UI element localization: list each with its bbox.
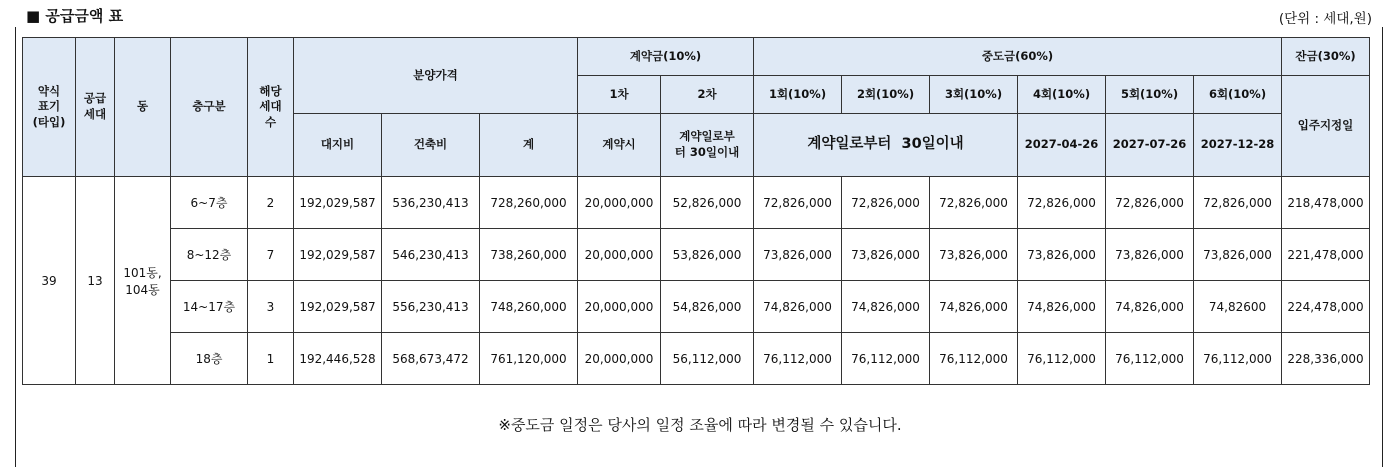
middle-6-cell: 74,82600 [1194,281,1282,333]
total-cell: 748,260,000 [480,281,578,333]
middle-1-cell: 76,112,000 [754,333,842,385]
contract-2-cell: 54,826,000 [661,281,754,333]
contract-1-cell: 20,000,000 [578,281,661,333]
type-cell: 39 [23,177,76,385]
header-contract-2: 2차 [661,76,754,114]
middle-1-cell: 72,826,000 [754,177,842,229]
table-row [23,177,1370,229]
unit-count-cell: 3 [248,281,294,333]
header-supply-units: 공급 세대 [76,38,115,177]
middle-1-cell: 74,826,000 [754,281,842,333]
header-middle-3: 3회(10%) [930,76,1018,114]
header-middle-4-when: 2027-04-26 [1018,114,1106,177]
middle-2-cell: 73,826,000 [842,229,930,281]
contract-1-cell: 20,000,000 [578,229,661,281]
total-cell: 738,260,000 [480,229,578,281]
floor-cell: 8~12층 [171,229,248,281]
supply-units-cell: 13 [76,177,115,385]
contract-1-cell: 20,000,000 [578,333,661,385]
header-middle-1: 1회(10%) [754,76,842,114]
middle-2-cell: 72,826,000 [842,177,930,229]
header-floor: 층구분 [171,38,248,177]
middle-5-cell: 74,826,000 [1106,281,1194,333]
middle-3-cell: 72,826,000 [930,177,1018,229]
header-building-cost: 건축비 [382,114,480,177]
total-cell: 728,260,000 [480,177,578,229]
total-cell: 761,120,000 [480,333,578,385]
balance-cell: 228,336,000 [1282,333,1370,385]
table-row [23,281,1370,333]
middle-5-cell: 72,826,000 [1106,177,1194,229]
header-middle-payment: 중도금(60%) [754,38,1282,76]
header-balance: 잔금(30%) [1282,38,1370,76]
middle-3-cell: 74,826,000 [930,281,1018,333]
schedule-note: ※중도금 일정은 당사의 일정 조율에 따라 변경될 수 있습니다. [498,416,902,434]
header-dong: 동 [115,38,171,177]
header-sale-price: 분양가격 [294,38,578,114]
dong-cell: 101동, 104동 [115,177,171,385]
header-middle-6: 6회(10%) [1194,76,1282,114]
table-row [23,229,1370,281]
unit-count-cell: 1 [248,333,294,385]
land-cost-cell: 192,446,528 [294,333,382,385]
header-total: 계 [480,114,578,177]
balance-cell: 221,478,000 [1282,229,1370,281]
contract-1-cell: 20,000,000 [578,177,661,229]
middle-6-cell: 76,112,000 [1194,333,1282,385]
land-cost-cell: 192,029,587 [294,281,382,333]
header-land-cost: 대지비 [294,114,382,177]
table-row [23,333,1370,385]
floor-cell: 6~7층 [171,177,248,229]
balance-cell: 224,478,000 [1282,281,1370,333]
floor-cell: 18층 [171,333,248,385]
middle-1-cell: 73,826,000 [754,229,842,281]
middle-5-cell: 73,826,000 [1106,229,1194,281]
header-middle-2: 2회(10%) [842,76,930,114]
floor-cell: 14~17층 [171,281,248,333]
header-middle-1-3-when: 계약일로부터 30일이내 [754,114,1018,177]
land-cost-cell: 192,029,587 [294,177,382,229]
header-type: 약식 표기 (타입) [23,38,76,177]
balance-cell: 218,478,000 [1282,177,1370,229]
header-contract-1: 1차 [578,76,661,114]
building-cost-cell: 556,230,413 [382,281,480,333]
middle-4-cell: 76,112,000 [1018,333,1106,385]
middle-3-cell: 76,112,000 [930,333,1018,385]
unit-label: (단위 : 세대,원) [1278,11,1372,27]
middle-2-cell: 76,112,000 [842,333,930,385]
header-middle-5-when: 2027-07-26 [1106,114,1194,177]
header-middle-5: 5회(10%) [1106,76,1194,114]
header-unit-count: 해당 세대 수 [248,38,294,177]
header-contract-deposit: 계약금(10%) [578,38,754,76]
contract-2-cell: 56,112,000 [661,333,754,385]
unit-count-cell: 7 [248,229,294,281]
building-cost-cell: 568,673,472 [382,333,480,385]
middle-4-cell: 73,826,000 [1018,229,1106,281]
header-middle-4: 4회(10%) [1018,76,1106,114]
middle-6-cell: 72,826,000 [1194,177,1282,229]
supply-price-table [22,37,1370,385]
unit-count-cell: 2 [248,177,294,229]
header-contract-1-when: 계약시 [578,114,661,177]
contract-2-cell: 53,826,000 [661,229,754,281]
land-cost-cell: 192,029,587 [294,229,382,281]
header-middle-6-when: 2027-12-28 [1194,114,1282,177]
middle-5-cell: 76,112,000 [1106,333,1194,385]
header-contract-2-when: 계약일로부 터 30일이내 [661,114,754,177]
middle-6-cell: 73,826,000 [1194,229,1282,281]
contract-2-cell: 52,826,000 [661,177,754,229]
middle-4-cell: 74,826,000 [1018,281,1106,333]
middle-3-cell: 73,826,000 [930,229,1018,281]
section-title: ■ 공급금액 표 [26,7,124,25]
middle-4-cell: 72,826,000 [1018,177,1106,229]
building-cost-cell: 536,230,413 [382,177,480,229]
building-cost-cell: 546,230,413 [382,229,480,281]
header-balance-when: 입주지정일 [1282,76,1370,177]
middle-2-cell: 74,826,000 [842,281,930,333]
